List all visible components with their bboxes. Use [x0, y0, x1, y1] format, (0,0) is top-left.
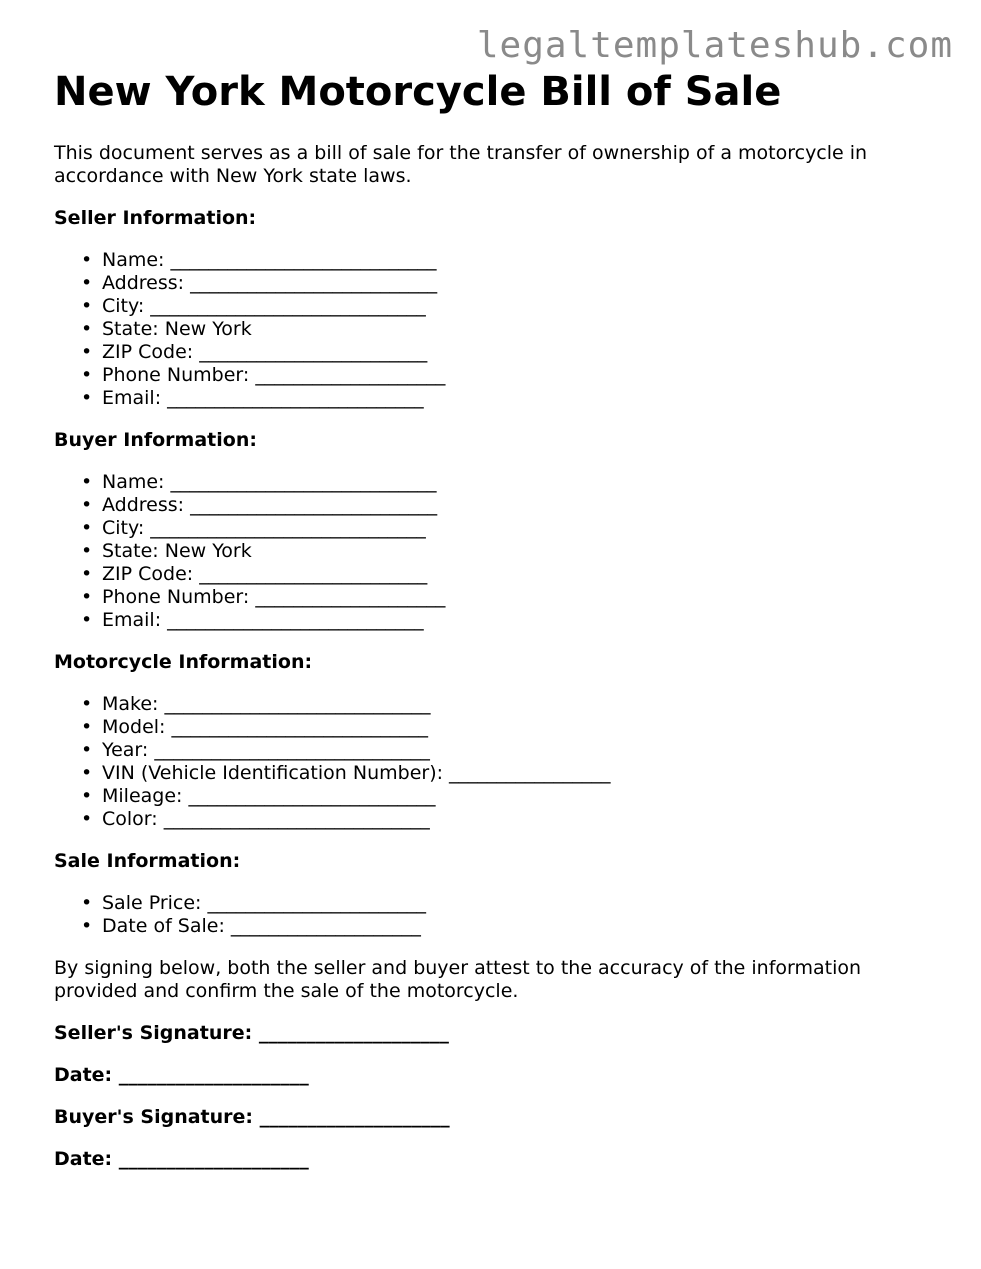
- motorcycle-color-field: • Color: ____________________________: [102, 808, 934, 831]
- motorcycle-make-field: • Make: ____________________________: [102, 693, 934, 716]
- page-title: New York Motorcycle Bill of Sale: [54, 69, 782, 115]
- buyer-city-field: • City: _____________________________: [102, 517, 934, 540]
- seller-name-field: • Name: ____________________________: [102, 249, 934, 272]
- seller-state-field: • State: New York: [102, 318, 934, 341]
- motorcycle-vin-field: • VIN (Vehicle Identification Number): _________________: [102, 762, 934, 785]
- sale-date-field: • Date of Sale: ____________________: [102, 915, 934, 938]
- seller-date-line: Date: ____________________: [54, 1064, 309, 1086]
- seller-field-list: [54, 249, 934, 410]
- buyer-zip-field: • ZIP Code: ________________________: [102, 563, 934, 586]
- buyer-signature-line: Buyer's Signature: ____________________: [54, 1106, 450, 1128]
- seller-address-field: • Address: __________________________: [102, 272, 934, 295]
- seller-email-field: • Email: ___________________________: [102, 387, 934, 410]
- buyer-state-field: • State: New York: [102, 540, 934, 563]
- buyer-phone-field: • Phone Number: ____________________: [102, 586, 934, 609]
- seller-section-heading: Seller Information:: [54, 207, 257, 229]
- motorcycle-model-field: • Model: ___________________________: [102, 716, 934, 739]
- motorcycle-year-field: • Year: _____________________________: [102, 739, 934, 762]
- motorcycle-section-heading: Motorcycle Information:: [54, 651, 313, 673]
- buyer-address-field: • Address: __________________________: [102, 494, 934, 517]
- buyer-date-line: Date: ____________________: [54, 1148, 309, 1170]
- seller-city-field: • City: _____________________________: [102, 295, 934, 318]
- closing-paragraph: By signing below, both the seller and buyer attest to the accuracy of the information provided and confirm the sale of the motorcycle.: [54, 957, 862, 1002]
- buyer-section-heading: Buyer Information:: [54, 429, 257, 451]
- intro-paragraph: This document serves as a bill of sale for the transfer of ownership of a motorcycle in accordance with New York state laws.: [54, 142, 868, 187]
- motorcycle-field-list: [54, 693, 934, 831]
- buyer-name-field: • Name: ____________________________: [102, 471, 934, 494]
- motorcycle-mileage-field: • Mileage: __________________________: [102, 785, 934, 808]
- seller-phone-field: • Phone Number: ____________________: [102, 364, 934, 387]
- sale-price-field: • Sale Price: _______________________: [102, 892, 934, 915]
- seller-signature-line: Seller's Signature: ____________________: [54, 1022, 449, 1044]
- sale-field-list: [54, 892, 934, 938]
- buyer-field-list: [54, 471, 934, 632]
- sale-section-heading: Sale Information:: [54, 850, 241, 872]
- document-page: [54, 68, 934, 1171]
- buyer-email-field: • Email: ___________________________: [102, 609, 934, 632]
- watermark: legaltemplateshub.com: [476, 25, 953, 66]
- seller-zip-field: • ZIP Code: ________________________: [102, 341, 934, 364]
